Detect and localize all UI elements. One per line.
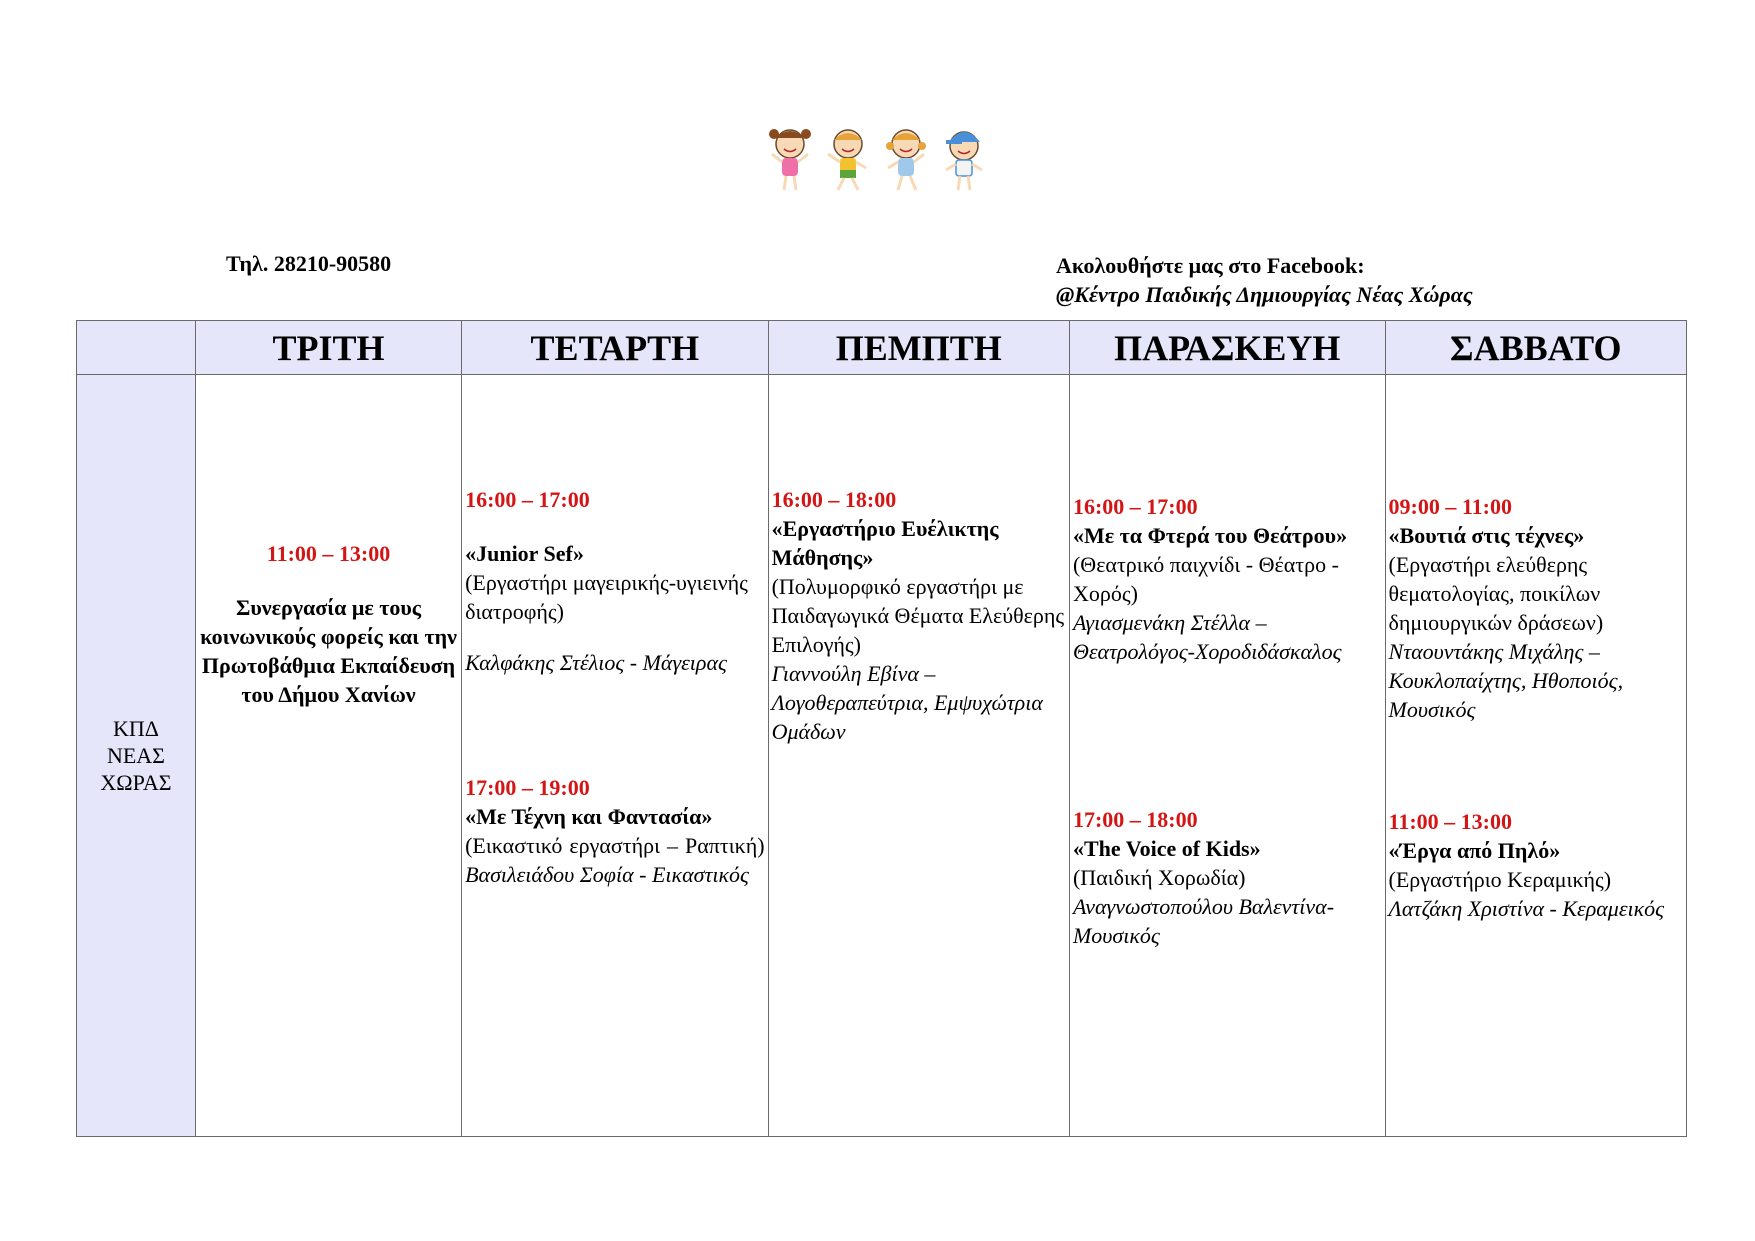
day-header-tuesday: ΤΡΙΤΗ — [195, 321, 461, 375]
activity-instructor: Αναγνωστοπούλου Βαλεντίνα-Μουσικός — [1072, 894, 1335, 948]
activity-instructor: Βασιλειάδου Σοφία - Εικαστικός — [465, 862, 749, 887]
activity-time: 16:00 – 18:00 — [771, 487, 897, 512]
activity-description — [465, 831, 764, 889]
cell-saturday — [1385, 375, 1686, 1137]
activity-block — [772, 485, 1066, 746]
activity-instructor: Λατζάκη Χριστίνα - Κεραμεικός — [1388, 896, 1665, 921]
activity-title: «Βουτιά στις τέχνες» — [1388, 523, 1585, 548]
cell-wednesday — [462, 375, 768, 1137]
activity-block — [1389, 807, 1683, 923]
activity-time: 09:00 – 11:00 — [1388, 494, 1512, 519]
activity-block — [465, 773, 764, 889]
corner-cell — [77, 321, 196, 375]
activity-title: «Έργα από Πηλό» — [1388, 838, 1561, 863]
cell-thursday — [768, 375, 1069, 1137]
activity-description: (Εργαστήρι μαγειρικής-υγιεινής διατροφής) — [465, 570, 748, 624]
activity-instructor: Αγιασμενάκη Στέλλα – Θεατρολόγος-Χοροδιδάσκαλος — [1072, 610, 1342, 664]
activity-block — [1389, 492, 1683, 724]
activity-instructor: Γιαννούλη Εβίνα – Λογοθεραπεύτρια, Εμψυχώτρια Ομάδων — [771, 661, 1043, 744]
activity-description: (Πολυμορφικό εργαστήρι με Παιδαγωγικά Θέματα Ελεύθερης Επιλογής) — [771, 574, 1065, 657]
child-figure-4 — [946, 132, 982, 190]
activity-block — [465, 485, 764, 677]
activity-time: 17:00 – 19:00 — [465, 775, 590, 800]
activity-instructor: Καλφάκης Στέλιος - Μάγειρας — [465, 650, 727, 675]
child-figure-3 — [886, 130, 926, 190]
schedule-row — [77, 375, 1687, 1137]
facebook-line: Ακολουθήστε μας στο Facebook: — [1056, 253, 1365, 278]
activity-time: 11:00 – 13:00 — [266, 541, 391, 566]
activity-block — [1073, 492, 1382, 666]
activity-time: 16:00 – 17:00 — [1072, 494, 1198, 519]
activity-title: «Με τα Φτερά του Θεάτρου» — [1072, 523, 1348, 548]
phone-number: Τηλ. 28210-90580 — [226, 251, 392, 276]
day-header-thursday: ΠΕΜΠΤΗ — [768, 321, 1069, 375]
schedule-table — [76, 320, 1687, 1137]
activity-instructor: Νταουντάκης Μιχάλης – Κουκλοπαίχτης, Ηθοποιός, Μουσικός — [1388, 639, 1624, 722]
activity-time: 11:00 – 13:00 — [1388, 809, 1512, 834]
header-row — [77, 321, 1687, 375]
activity-title: «Εργαστήριο Ευέλικτης Μάθησης» — [771, 516, 999, 570]
activity-time: 17:00 – 18:00 — [1072, 807, 1198, 832]
row-label-cell — [77, 375, 196, 1137]
activity-description: Συνεργασία με τους κοινωνικούς φορείς και την Πρωτοβάθμια Εκπαίδευση του Δήμου Χανίων — [200, 595, 457, 707]
activity-description-text: (Εικαστικό εργαστήρι – Ραπτική) — [465, 833, 765, 858]
row-label-line: ΝΕΑΣ — [106, 743, 165, 768]
facebook-info — [1056, 251, 1473, 309]
activity-title: «Με Τέχνη και Φαντασία» — [465, 804, 713, 829]
child-figure-1 — [769, 129, 811, 190]
activity-description: (Εργαστήρι ελεύθερης θεματολογίας, ποικίλων δημιουργικών δράσεων) — [1388, 552, 1604, 635]
activity-description: (Παιδική Χορωδία) — [1072, 865, 1246, 890]
activity-description: (Θεατρικό παιχνίδι - Θέατρο - Χορός) — [1072, 552, 1339, 606]
facebook-handle: @Κέντρο Παιδικής Δημιουργίας Νέας Χώρας — [1056, 282, 1473, 307]
day-header-wednesday: ΤΕΤΑΡΤΗ — [462, 321, 768, 375]
row-label-line: ΧΩΡΑΣ — [100, 770, 172, 795]
activity-block — [1073, 805, 1382, 950]
kids-illustration — [760, 118, 1000, 198]
activity-block — [199, 539, 458, 709]
cell-friday — [1069, 375, 1385, 1137]
activity-title: «The Voice of Kids» — [1072, 836, 1261, 861]
day-header-saturday: ΣΑΒΒΑΤΟ — [1385, 321, 1686, 375]
child-figure-2 — [828, 130, 866, 190]
row-label-line: ΚΠΔ — [113, 716, 159, 741]
cell-tuesday — [195, 375, 461, 1137]
activity-time: 16:00 – 17:00 — [465, 487, 590, 512]
activity-description: (Εργαστήριο Κεραμικής) — [1388, 867, 1612, 892]
day-header-friday: ΠΑΡΑΣΚΕΥΗ — [1069, 321, 1385, 375]
activity-title: «Junior Sef» — [465, 541, 584, 566]
